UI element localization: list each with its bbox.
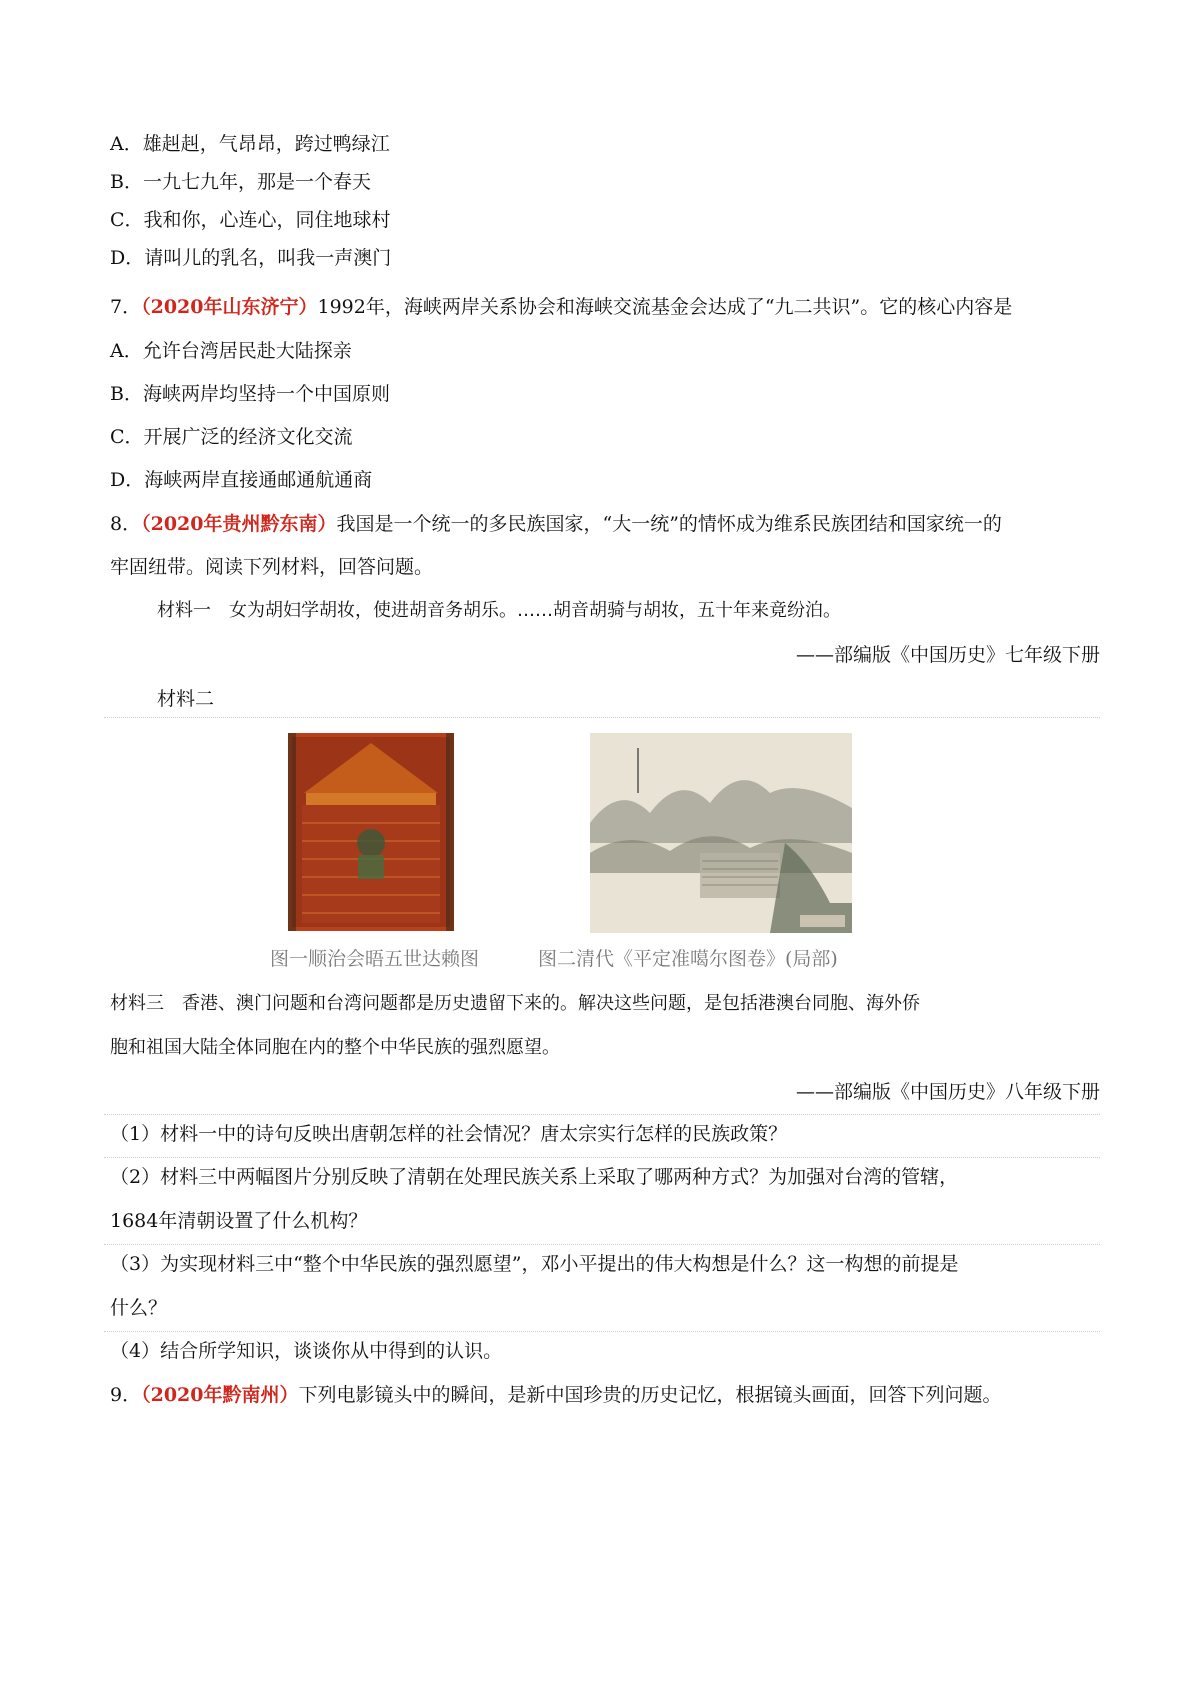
material3-line2: 胞和祖国大陆全体同胞在内的整个中华民族的强烈愿望。 xyxy=(110,1037,560,1058)
q7-option-c: C．开展广泛的经济文化交流 xyxy=(110,426,353,448)
figure2-image xyxy=(590,733,852,933)
material3-line1: 材料三 香港、澳门问题和台湾问题都是历史遗留下来的。解决这些问题，是包括港澳台同胞、海外侨 xyxy=(110,993,920,1014)
divider xyxy=(104,717,1100,718)
q8-sub3-line1: （3）为实现材料三中“整个中华民族的强烈愿望”，邓小平提出的伟大构想是什么？这一构想的前提是 xyxy=(110,1253,959,1275)
q7-option-a: A．允许台湾居民赴大陆探亲 xyxy=(110,340,352,362)
material1-source: ——部编版《中国历史》七年级下册 xyxy=(795,644,1100,666)
q8-sub4: （4）结合所学知识，谈谈你从中得到的认识。 xyxy=(110,1340,503,1362)
shunzhi-dalai-lama-painting xyxy=(288,733,454,931)
q7-stem xyxy=(110,293,1100,321)
q9-number: 9． xyxy=(110,1384,142,1406)
q8-sub3-line2: 什么？ xyxy=(110,1297,168,1319)
q8-text-line1: 我国是一个统一的多民族国家，“大一统”的情怀成为维系民族团结和国家统一的 xyxy=(336,513,1002,535)
divider xyxy=(104,1331,1100,1332)
divider xyxy=(104,1157,1100,1158)
q8-source: （2020年贵州黔东南） xyxy=(141,513,337,535)
q9-stem xyxy=(110,1381,1100,1409)
divider xyxy=(104,1114,1100,1115)
q6-option-d: D．请叫儿的乳名，叫我一声澳门 xyxy=(110,247,392,269)
q7-option-d: D．海峡两岸直接通邮通航通商 xyxy=(110,469,373,491)
material2-label: 材料二 xyxy=(157,688,215,710)
figure1-image xyxy=(288,733,454,931)
material1-text: 材料一 女为胡妇学胡妆，使进胡音务胡乐。……胡音胡骑与胡妆，五十年来竟纷泊。 xyxy=(157,600,841,621)
figure1-caption: 图一顺治会晤五世达赖图 xyxy=(270,948,480,970)
q8-sub2-line1: （2）材料三中两幅图片分别反映了清朝在处理民族关系上采取了哪两种方式？为加强对台湾的管辖， xyxy=(110,1166,959,1188)
q6-option-c: C．我和你，心连心，同住地球村 xyxy=(110,209,391,231)
q8-sub2-line2: 1684年清朝设置了什么机构？ xyxy=(110,1210,368,1232)
q8-stem-line2: 牢固纽带。阅读下列材料，回答问题。 xyxy=(110,556,434,578)
q7-text: 1992年，海峡两岸关系协会和海峡交流基金会达成了“九二共识”。它的核心内容是 xyxy=(317,296,1013,318)
q8-stem-line1 xyxy=(110,510,1100,538)
q7-source: （2020年山东济宁） xyxy=(141,296,318,318)
q7-option-b: B．海峡两岸均坚持一个中国原则 xyxy=(110,383,390,405)
q8-sub1: （1）材料一中的诗句反映出唐朝怎样的社会情况？唐太宗实行怎样的民族政策？ xyxy=(110,1123,788,1145)
material3-source: ——部编版《中国历史》八年级下册 xyxy=(795,1081,1100,1103)
q9-source: （2020年黔南州） xyxy=(141,1384,299,1406)
divider xyxy=(104,1244,1100,1245)
q9-text: 下列电影镜头中的瞬间，是新中国珍贵的历史记忆，根据镜头画面，回答下列问题。 xyxy=(298,1384,1002,1406)
figure2-caption: 图二清代《平定准噶尔图卷》(局部) xyxy=(538,948,838,970)
q7-number: 7． xyxy=(110,296,142,318)
q6-option-b: B．一九七九年，那是一个春天 xyxy=(110,171,371,193)
q6-option-a: A．雄赳赳，气昂昂，跨过鸭绿江 xyxy=(110,133,390,155)
q8-number: 8． xyxy=(110,513,142,535)
pingding-zhungeer-scroll xyxy=(590,733,852,933)
